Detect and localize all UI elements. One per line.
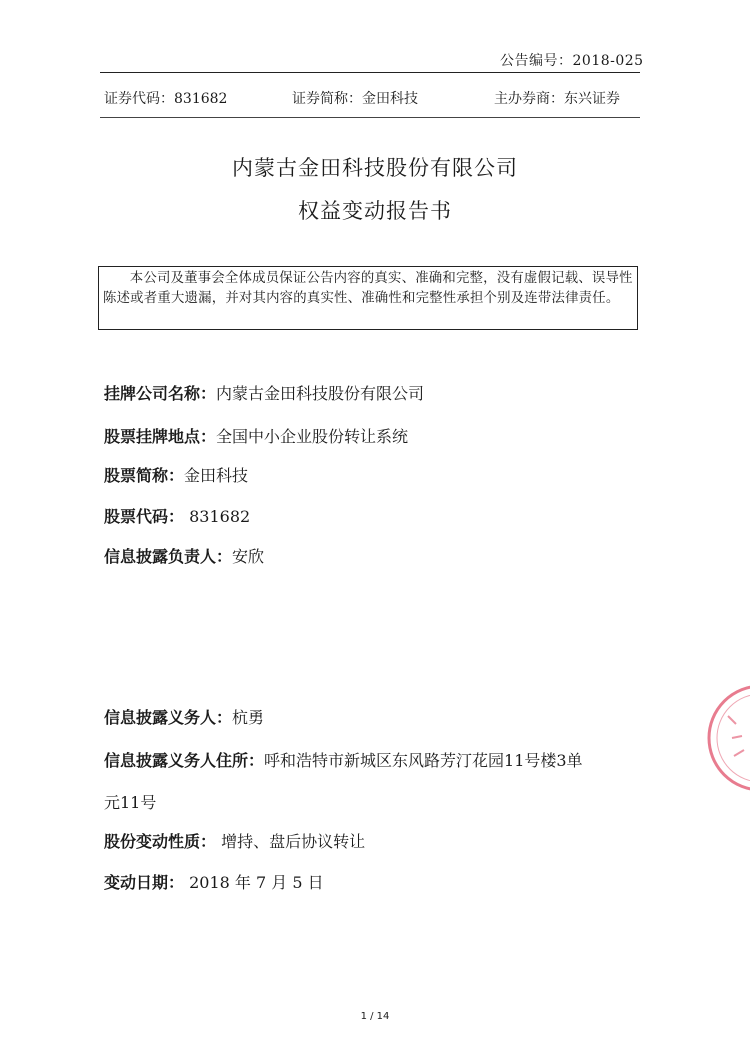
field-listing-place: [104, 424, 408, 447]
field-stock-abbr: [104, 463, 248, 486]
field-label: 挂牌公司名称：: [104, 384, 217, 403]
field-change-nature: [104, 829, 365, 852]
field-change-date: [104, 870, 324, 893]
field-label: 信息披露义务人：: [104, 708, 233, 727]
responsibility-statement: 本公司及董事会全体成员保证公告内容的真实、准确和完整，没有虚假记载、误导性陈述或者重大遗漏，并对其内容的真实性、准确性和完整性承担个别及连带法律责任。: [98, 266, 638, 330]
field-obligor-address: [104, 748, 583, 771]
notice-number: 公告编号：2018-025: [500, 53, 644, 69]
page-number: 1 / 14: [360, 1011, 390, 1022]
document-title-report: 权益变动报告书: [298, 199, 452, 223]
field-label: 信息披露负责人：: [104, 547, 233, 566]
header-subrule: [100, 117, 640, 118]
field-value: 杭勇: [232, 708, 265, 727]
field-value: 全国中小企业股份转让系统: [216, 427, 409, 446]
field-value: 金田科技: [184, 466, 249, 485]
field-value: 内蒙古金田科技股份有限公司: [216, 384, 425, 403]
security-code: 证券代码：831682: [104, 91, 228, 107]
field-value: 2018 年 7 月 5 日: [184, 873, 324, 892]
field-label: 股票简称：: [104, 466, 185, 485]
field-label: 股份变动性质：: [104, 832, 217, 851]
security-abbr: 证券简称：金田科技: [292, 91, 418, 107]
field-value: 呼和浩特市新城区东风路芳汀花园11号楼3单: [264, 751, 583, 770]
field-value: 增持、盘后协议转让: [216, 832, 366, 851]
field-label: 变动日期：: [104, 873, 185, 892]
field-label: 信息披露义务人住所：: [104, 751, 265, 770]
field-obligor: [104, 705, 264, 728]
field-stock-code: [104, 504, 250, 527]
company-seal-icon: [706, 676, 750, 806]
field-label: 股票代码：: [104, 507, 185, 526]
field-label: 股票挂牌地点：: [104, 427, 217, 446]
sponsor-broker: 主办券商：东兴证券: [494, 91, 620, 107]
field-value: 831682: [184, 507, 251, 526]
document-title-company: 内蒙古金田科技股份有限公司: [232, 156, 518, 180]
field-value: 安欣: [232, 547, 265, 566]
field-listed-company: [104, 381, 424, 404]
field-disclosure-person: [104, 544, 264, 567]
field-obligor-address-cont: 元11号: [104, 793, 157, 812]
header-rule: [100, 72, 640, 73]
